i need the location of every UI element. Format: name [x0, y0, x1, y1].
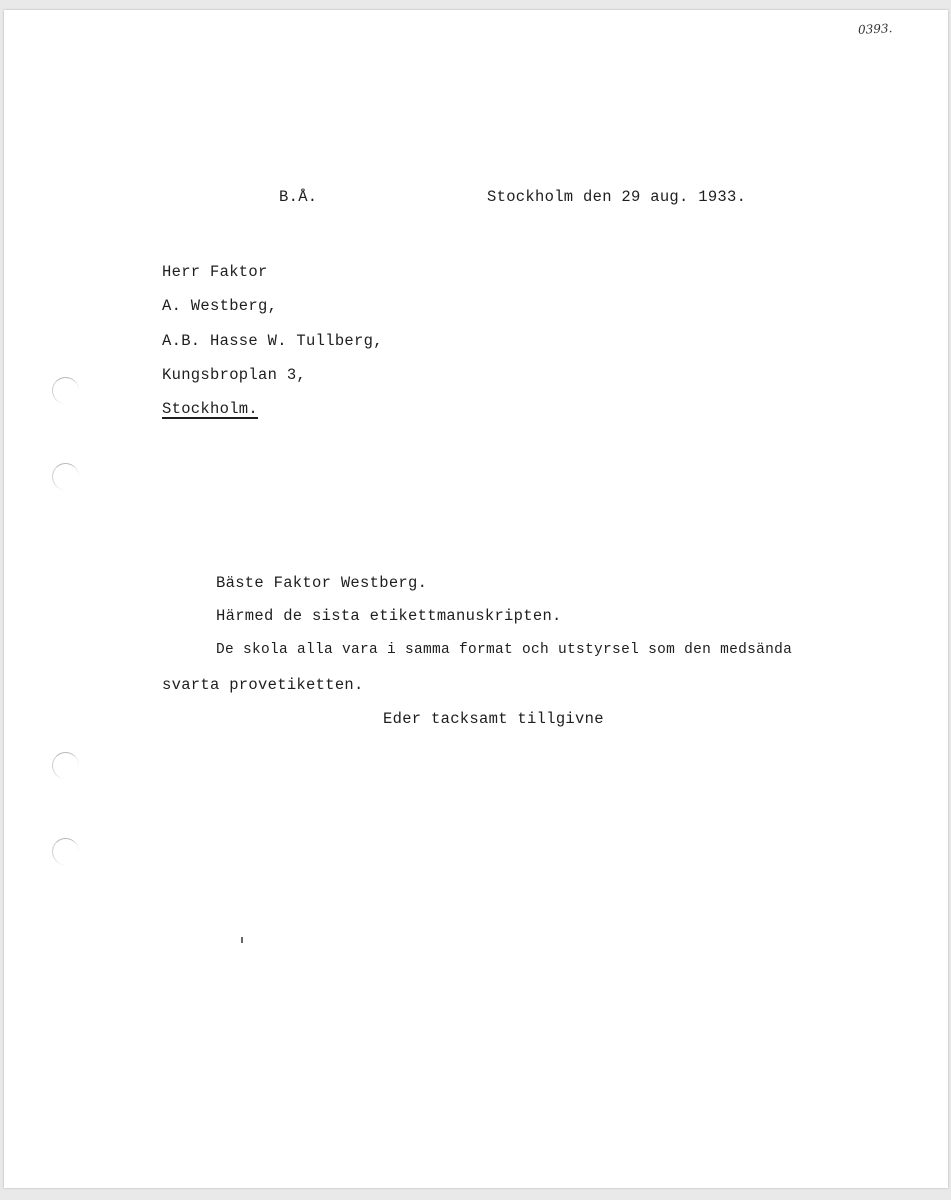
recipient-title: Herr Faktor	[162, 263, 268, 281]
recipient-name: A. Westberg,	[162, 297, 278, 315]
body-line-2: De skola alla vara i samma format och utstyrsel som den medsända	[216, 642, 793, 658]
punch-hole	[52, 463, 79, 490]
punch-hole	[52, 377, 79, 404]
recipient-company: A.B. Hasse W. Tullberg,	[162, 332, 383, 350]
body-line-1: Härmed de sista etikettmanuskripten.	[216, 607, 562, 625]
body-line-3: svarta provetiketten.	[162, 676, 364, 694]
recipient-street: Kungsbroplan 3,	[162, 366, 307, 384]
salutation: Bäste Faktor Westberg.	[216, 574, 428, 592]
archive-number: 0393.	[857, 21, 893, 37]
letter-page	[4, 10, 948, 1188]
punch-hole	[52, 838, 79, 865]
recipient-city: Stockholm.	[162, 400, 259, 418]
place-date: Stockholm den 29 aug. 1933.	[487, 188, 747, 206]
sender-initials: B.Å.	[279, 188, 318, 206]
punch-hole	[52, 752, 79, 779]
ink-speck	[241, 937, 243, 943]
closing: Eder tacksamt tillgivne	[383, 710, 604, 728]
